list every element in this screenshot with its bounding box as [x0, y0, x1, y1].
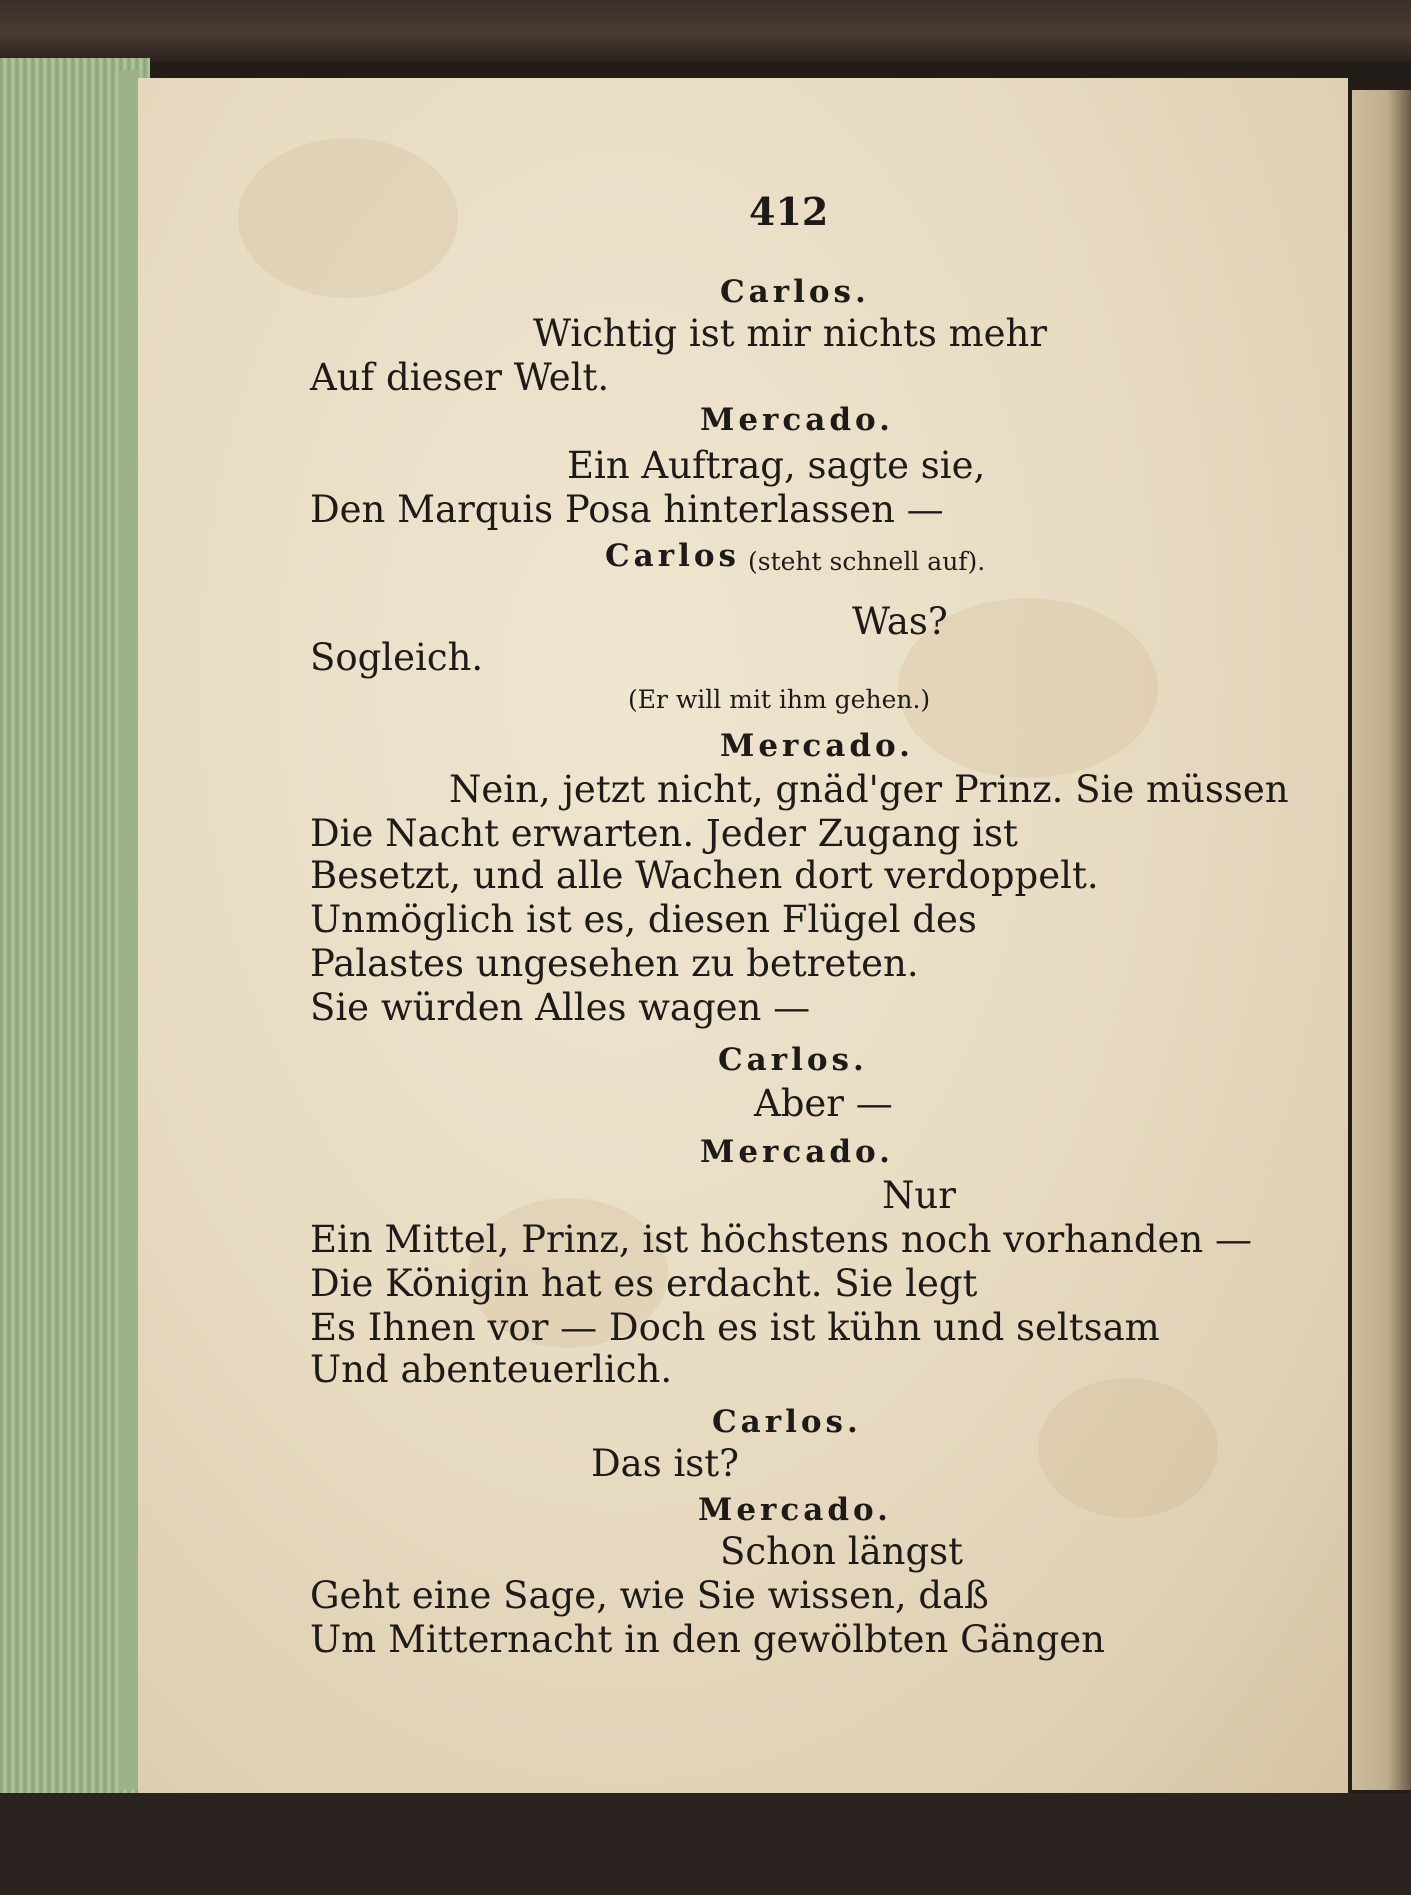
- verse-line: Um Mitternacht in den gewölbten Gängen: [310, 1618, 1105, 1661]
- speaker-mercado: Mercado.: [700, 402, 894, 438]
- verse-line: Geht eine Sage, wie Sie wissen, daß: [310, 1574, 989, 1617]
- speaker-carlos: Carlos: [605, 538, 740, 574]
- speaker-mercado: Mercado.: [698, 1492, 892, 1528]
- verse-line: Die Nacht erwarten. Jeder Zugang ist: [310, 812, 1018, 855]
- page-number: 412: [749, 189, 829, 234]
- book-page: [138, 78, 1348, 1793]
- verse-line: Aber —: [754, 1082, 893, 1125]
- stage-direction: (Er will mit ihm gehen.): [628, 685, 931, 714]
- speaker-mercado: Mercado.: [700, 1134, 894, 1170]
- page-edge-highlight: [118, 70, 140, 1790]
- book-binding-top: [0, 0, 1411, 62]
- verse-line: Sie würden Alles wagen —: [310, 986, 811, 1029]
- verse-line: Ein Auftrag, sagte sie,: [567, 444, 986, 487]
- verse-line: Die Königin hat es erdacht. Sie legt: [310, 1262, 978, 1305]
- verse-line: Palastes ungesehen zu betreten.: [310, 942, 919, 985]
- verse-line: Ein Mittel, Prinz, ist höchstens noch vorhanden —: [310, 1218, 1253, 1261]
- verse-line: Wichtig ist mir nichts mehr: [533, 312, 1048, 355]
- speaker-carlos: Carlos.: [712, 1404, 862, 1440]
- stage-direction: (steht schnell auf).: [748, 547, 986, 576]
- verse-line: Schon längst: [720, 1530, 964, 1573]
- verse-line: Es Ihnen vor — Doch es ist kühn und seltsam: [310, 1306, 1160, 1349]
- verse-line: Und abenteuerlich.: [310, 1348, 673, 1391]
- verse-line: Das ist?: [591, 1442, 739, 1485]
- speaker-mercado: Mercado.: [720, 728, 914, 764]
- verse-line: Den Marquis Posa hinterlassen —: [310, 488, 944, 531]
- verse-line: Besetzt, und alle Wachen dort verdoppelt.: [310, 854, 1099, 897]
- verse-line: Unmöglich ist es, diesen Flügel des: [310, 898, 977, 941]
- verse-line: Sogleich.: [310, 636, 484, 679]
- facing-page-edge: [1352, 90, 1411, 1790]
- speaker-carlos: Carlos.: [718, 1042, 868, 1078]
- verse-line: Auf dieser Welt.: [310, 356, 610, 399]
- scan-background: [0, 1793, 1411, 1895]
- verse-line: Nur: [882, 1174, 956, 1217]
- verse-line: Nein, jetzt nicht, gnäd'ger Prinz. Sie müssen: [449, 768, 1289, 811]
- speaker-carlos: Carlos.: [720, 274, 870, 310]
- verse-line: Was?: [852, 600, 948, 643]
